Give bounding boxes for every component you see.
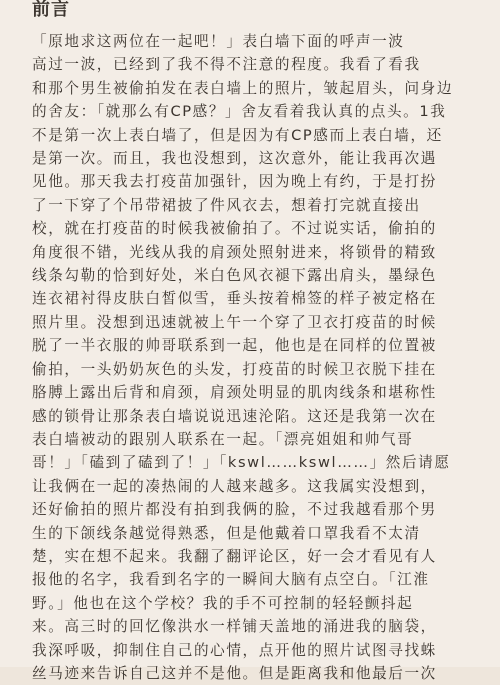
text-line: 楚，实在想不起来。我翻了翻评论区，好一会才看见有人 — [32, 547, 437, 565]
text-line: 了一下穿了个吊带裙披了件风衣去，想着打完就直接出 — [32, 196, 421, 214]
text-line: 的舍友：「就那么有CP感？」舍友看着我认真的点头。1我 — [32, 103, 447, 121]
text-line: 「原地求这两位在一起吧！」表白墙下面的呼声一波 — [32, 33, 405, 50]
text-line: 哥！」「磕到了磕到了！」「kswl……kswl……」然后请愿 — [32, 454, 451, 472]
text-line: 生的下颌线条越觉得熟悉，但是他戴着口罩我看不太清 — [32, 524, 421, 542]
text-line: 还好偷拍的照片都没有拍到我俩的脸，不过我越看那个男 — [32, 501, 437, 519]
page-title: 前言 — [32, 0, 70, 20]
text-line: 连衣裙衬得皮肤白皙似雪，垂头按着棉签的样子被定格在 — [32, 290, 437, 308]
text-line: 高过一波，已经到了我不得不注意的程度。我看了看我 — [32, 56, 421, 74]
text-line: 不是第一次上表白墙了，但是因为有CP感而上表白墙，还 — [32, 126, 443, 144]
text-line: 表白墙被动的跟别人联系在一起。「漂亮姐姐和帅气哥 — [32, 430, 414, 448]
text-line: 照片里。没想到迅速就被上午一个穿了卫衣打疫苗的时候 — [32, 313, 437, 331]
body-text — [32, 30, 488, 685]
text-line: 偷拍，一头奶奶灰色的头发，打疫苗的时候卫衣脱下挂在 — [32, 360, 437, 378]
text-line: 线条勾勒的恰到好处，米白色风衣褪下露出肩头，墨绿色 — [32, 267, 437, 285]
text-line: 和那个男生被偷拍发在表白墙上的照片，皱起眉头，问身边 — [32, 79, 454, 97]
text-line: 让我俩在一起的凑热闹的人越来越多。这我属实没想到， — [32, 477, 437, 495]
text-line: 角度很不错，光线从我的肩颈处照射进来，将锁骨的精致 — [32, 243, 437, 261]
text-line: 丝马迹来告诉自己这并不是他。但是距离我和他最后一次 — [32, 664, 437, 682]
text-line: 脱了一半衣服的帅哥联系到一起，他也是在同样的位置被 — [32, 337, 437, 355]
text-line: 胳膊上露出后背和肩颈，肩颈处明显的肌肉线条和堪称性 — [32, 384, 437, 402]
text-line: 报他的名字，我看到名字的一瞬间大脑有点空白。「江淮 — [32, 571, 430, 589]
text-line: 见他。那天我去打疫苗加强针，因为晚上有约，于是打扮 — [32, 173, 437, 191]
text-line: 感的锁骨让那条表白墙说说迅速沦陷。这还是我第一次在 — [32, 407, 437, 425]
text-line: 来。高三时的回忆像洪水一样铺天盖地的涌进我的脑袋， — [32, 618, 437, 636]
text-line: 校，就在打疫苗的时候我被偷拍了。不过说实话，偷拍的 — [32, 220, 437, 238]
text-line: 是第一次。而且，我也没想到，这次意外，能让我再次遇 — [32, 150, 437, 168]
text-line: 我深呼吸，抑制住自己的心情，点开他的照片试图寻找蛛 — [32, 641, 437, 659]
text-line: 野。」他也在这个学校？我的手不可控制的轻轻颤抖起 — [32, 594, 414, 612]
